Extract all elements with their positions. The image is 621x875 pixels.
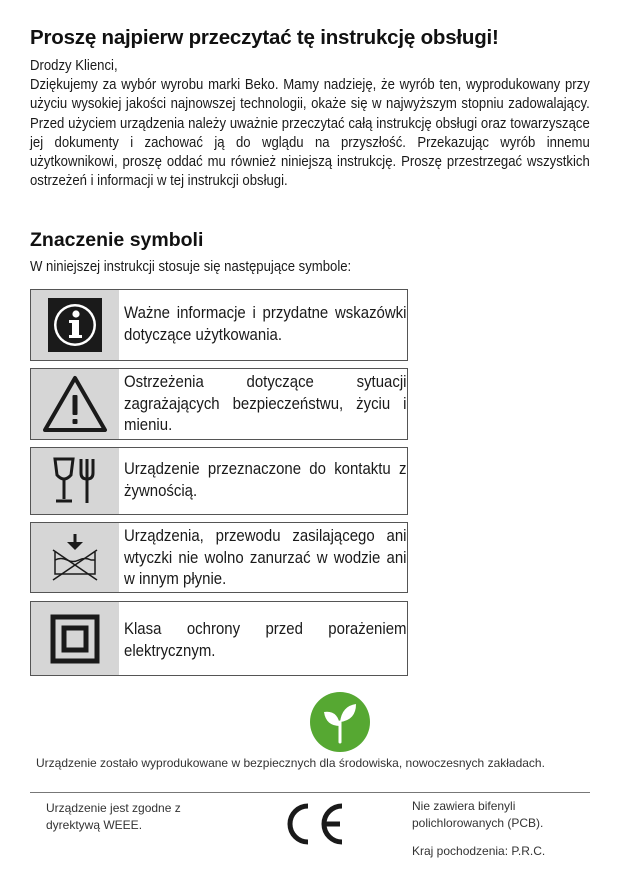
- info-icon: [31, 290, 119, 360]
- symbol-row-food: [30, 447, 408, 515]
- symbol-row-protection: [30, 601, 408, 676]
- page-title: Proszę najpierw przeczytać tę instrukcję obsługi!: [30, 26, 499, 49]
- symbols-heading: Znaczenie symboli: [30, 229, 204, 251]
- no-immersion-icon: [31, 523, 119, 592]
- protection-class-icon: [31, 602, 119, 675]
- symbol-row-immersion: [30, 522, 408, 593]
- intro-greeting: Drodzy Klienci,: [30, 58, 118, 74]
- footer-divider: [30, 792, 590, 793]
- symbol-text-info: Ważne informacje i przydatne wskazówki dotyczące użytkowania.: [124, 303, 407, 344]
- origin-text: Kraj pochodzenia: P.R.C.: [412, 844, 546, 858]
- intro-section: [30, 57, 590, 191]
- pcb-text: Nie zawiera bifenyli polichlorowanych (PCB).: [412, 799, 544, 830]
- symbols-intro: W niniejszej instrukcji stosuje się następujące symbole:: [30, 259, 352, 275]
- symbol-text-protection: Klasa ochrony przed porażeniem elektrycznym.: [124, 619, 407, 660]
- warning-triangle-icon: [31, 369, 119, 439]
- food-contact-icon: [31, 448, 119, 514]
- eco-text: Urządzenie zostało wyprodukowane w bezpiecznych dla środowiska, nowoczesnych zakładach.: [36, 756, 545, 770]
- symbol-row-warning: [30, 368, 408, 440]
- symbol-text-food: Urządzenie przeznaczone do kontaktu z żywnością.: [124, 459, 407, 500]
- weee-text: Urządzenie jest zgodne z dyrektywą WEEE.: [46, 801, 181, 832]
- symbol-text-immersion: Urządzenia, przewodu zasilającego ani wtyczki nie wolno zanurzać w wodzie ani w innym płynie.: [124, 526, 407, 588]
- symbol-text-warning: Ostrzeżenia dotyczące sytuacji zagrażających bezpieczeństwu, życiu i mieniu.: [124, 372, 407, 434]
- symbol-row-info: [30, 289, 408, 361]
- eco-leaf-icon: [310, 692, 370, 757]
- ce-mark-icon: [278, 802, 346, 851]
- intro-body: Dziękujemy za wybór wyrobu marki Beko. Mamy nadzieję, że wyrób ten, wyprodukowany przy użyciu wysokiej jakości najnowszej technologii, okaże się w najwyższym stopniu zadowalający. Przed użyciem urządzenia należy uważnie przeczytać całą instrukcję obsługi oraz towarzyszące jej dokumenty i zachować ją do wglądu na przyszłość. Przekazując wyrób innemu użytkownikowi, proszę oddać mu również niniejszą instrukcję. Proszę przestrzegać wszystkich ostrzeżeń i informacji w tej instrukcji obsługi.: [30, 77, 590, 190]
